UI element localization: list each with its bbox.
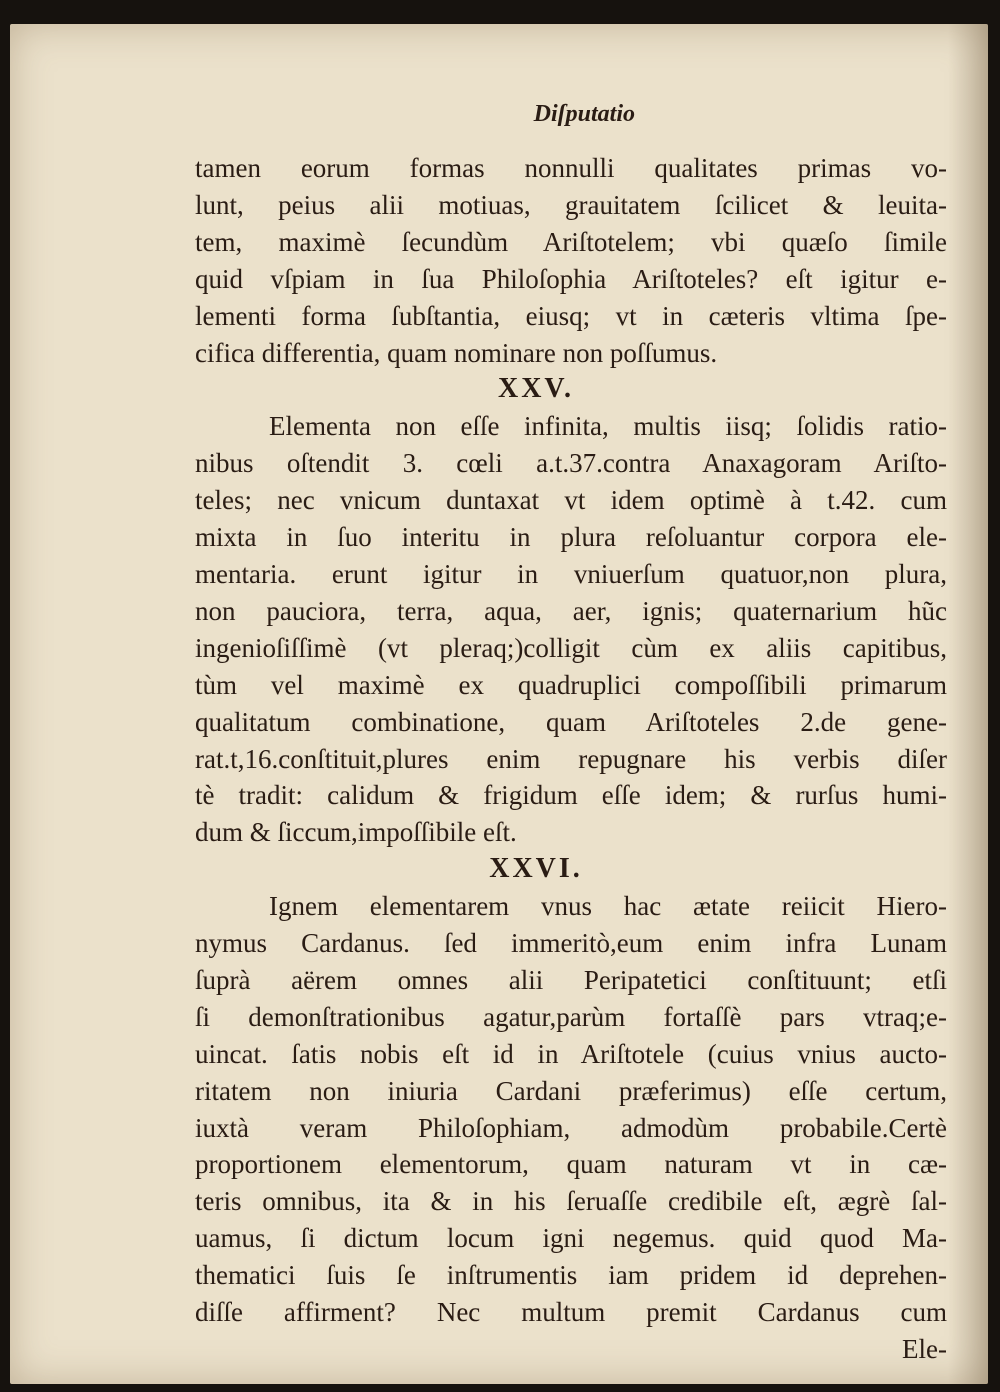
text-line: iuxtà veram Philoſophiam, admodùm probabile.Certè [195, 1112, 947, 1143]
text-line: lunt, peius alii motiuas, grauitatem ſcilicet & leuita- [195, 189, 947, 220]
text-line: tè tradit: calidum & frigidum eſſe idem; & rurſus humi- [195, 780, 947, 811]
text-line: ingenioſiſſimè (vt pleraq;)colligit cùm ex aliis capitibus, [195, 632, 947, 663]
text-line: teris omnibus, ita & in his ſeruaſſe credibile eſt, ægrè ſal- [195, 1186, 947, 1217]
text-line: ſi demonſtrationibus agatur,parùm fortaſſè pars vtraq;e- [195, 1001, 947, 1032]
section-number-26: XXVI. [489, 853, 583, 885]
book-page [10, 24, 988, 1384]
text-line: teles; nec vnicum duntaxat vt idem optimè à t.42. cum [195, 485, 947, 516]
text-line: uamus, ſi dictum locum igni negemus. quid quod Ma- [195, 1223, 947, 1254]
text-line: tùm vel maximè ex quadruplici compoſſibili primarum [195, 669, 947, 700]
text-line: uincat. ſatis nobis eſt id in Ariſtotele (cuius vnius aucto- [195, 1038, 947, 1069]
text-line: nymus Cardanus. ſed immeritò,eum enim infra Lunam [195, 928, 947, 959]
paragraph-3 [195, 888, 947, 1331]
text-line: dum & ſiccum,impoſſibile eſt. [195, 817, 517, 848]
text-line: nibus oſtendit 3. cœli a.t.37.contra Anaxagoram Ariſto- [195, 448, 947, 479]
text-block [195, 84, 947, 1368]
page-edge-shadow [948, 24, 988, 1384]
running-head: Diſputatio [533, 101, 635, 127]
text-line: Ignem elementarem vnus hac ætate reiicit Hiero- [269, 891, 947, 922]
text-line: rat.t,16.conſtituit,plures enim repugnare his verbis diſer [195, 743, 947, 774]
text-line: non pauciora, terra, aqua, aer, ignis; quaternarium hũc [195, 595, 947, 626]
text-line: tem, maximè ſecundùm Ariſtotelem; vbi quæſo ſimile [195, 226, 947, 257]
text-line: ſuprà aërem omnes alii Peripatetici conſtituunt; etſi [195, 964, 947, 995]
catchword: Ele- [902, 1334, 947, 1364]
text-line: thematici ſuis ſe inſtrumentis iam pridem id deprehen- [195, 1260, 947, 1291]
text-line: ritatem non iniuria Cardani præferimus) eſſe certum, [195, 1075, 947, 1106]
text-line: tamen eorum formas nonnulli qualitates primas vo- [195, 153, 947, 183]
text-line: mentaria. erunt igitur in vniuerſum quatuor,non plura, [195, 558, 947, 589]
text-line: cifica differentia, quam nominare non poſſumus. [195, 337, 718, 368]
paragraph-2 [195, 408, 947, 851]
section-number-25: XXV. [497, 373, 575, 405]
paragraph-1 [195, 150, 947, 371]
text-line: lementi forma ſubſtantia, eiusq; vt in cæteris vltima ſpe- [195, 300, 947, 331]
text-line: Elementa non eſſe infinita, multis iisq; ſolidis ratio- [269, 411, 947, 442]
text-line: proportionem elementorum, quam naturam vt in cæ- [195, 1149, 947, 1180]
text-line: quid vſpiam in ſua Philoſophia Ariſtoteles? eſt igitur e- [195, 263, 947, 294]
text-line: qualitatum combinatione, quam Ariſtoteles 2.de gene- [195, 706, 947, 737]
text-line: diſſe affirment? Nec multum premit Cardanus cum [195, 1297, 947, 1328]
text-line: mixta in ſuo interitu in plura reſoluantur corpora ele- [195, 522, 947, 553]
